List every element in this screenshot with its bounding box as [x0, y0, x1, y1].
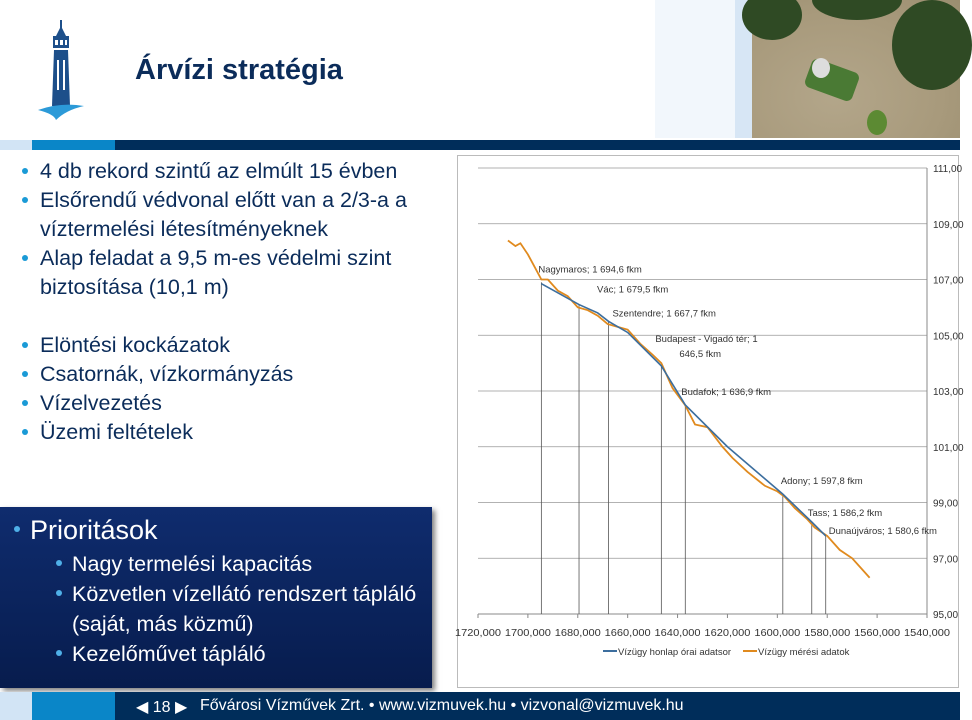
- page-nav: [136, 697, 187, 717]
- prev-icon[interactable]: ◀: [136, 699, 153, 716]
- y-tick-label: 105,00: [933, 331, 964, 343]
- chart-svg: [455, 156, 964, 687]
- y-tick-label: 95,00: [933, 610, 959, 621]
- x-tick-label: 1580,000: [804, 628, 851, 639]
- footer-text: Fővárosi Vízművek Zrt. • www.vizmuvek.hu • vizvonal@vizmuvek.hu: [200, 697, 684, 714]
- water-tower-logo-icon: [36, 20, 86, 120]
- y-tick-label: 103,00: [933, 387, 964, 398]
- station-label: Dunaújváros; 1 580,6 fkm: [828, 525, 937, 537]
- station-label: Nagymaros; 1 694,6 fkm: [538, 264, 642, 276]
- station-label: 646,5 fkm: [679, 348, 722, 360]
- chart: [455, 155, 964, 688]
- priority-item: Nagy termelési kapacitás: [56, 549, 432, 579]
- header-decoration: [655, 0, 755, 138]
- priority-item: Kezelőművet tápláló: [56, 639, 432, 669]
- legend-label: Vízügy honlap órai adatsor: [618, 647, 732, 658]
- x-tick-label: 1600,000: [754, 628, 801, 639]
- bullet-item: Alap feladat a 9,5 m-es védelmi szint biztosítása (10,1 m): [22, 244, 462, 302]
- x-tick-label: 1720,000: [455, 628, 502, 639]
- x-tick-label: 1620,000: [704, 628, 751, 639]
- header-bar: [0, 140, 960, 150]
- next-icon[interactable]: ▶: [170, 699, 188, 716]
- x-tick-label: 1700,000: [504, 628, 552, 639]
- station-label: Budafok; 1 636,9 fkm: [681, 386, 772, 398]
- flood-photo: [752, 0, 960, 138]
- bullet-list: [22, 157, 462, 447]
- page-number: 18: [152, 699, 171, 716]
- station-label: Szentendre; 1 667,7 fkm: [612, 308, 716, 320]
- priorities-box: [0, 507, 432, 688]
- priority-item: Közvetlen vízellátó rendszert tápláló (saját, más közmű): [56, 579, 432, 639]
- station-label: Vác; 1 679,5 fkm: [597, 284, 669, 296]
- y-tick-label: 107,00: [933, 275, 964, 287]
- station-label: Adony; 1 597,8 fkm: [780, 476, 863, 488]
- y-tick-label: 109,00: [933, 219, 964, 231]
- bullet-item: Vízelvezetés: [22, 389, 462, 418]
- bullet-item: Csatornák, vízkormányzás: [22, 360, 462, 389]
- bullet-item: Elsőrendű védvonal előtt van a 2/3-a a víztermelési létesítményeknek: [22, 186, 462, 244]
- bullet-item: Elöntési kockázatok: [22, 331, 462, 360]
- station-label: Budapest - Vigadó tér; 1: [655, 333, 758, 345]
- y-tick-label: 99,00: [933, 498, 959, 510]
- bullet-item: 4 db rekord szintű az elmúlt 15 évben: [22, 157, 462, 186]
- y-tick-label: 101,00: [933, 442, 964, 454]
- station-label: Tass; 1 586,2 fkm: [807, 507, 883, 519]
- priorities-heading: Prioritások: [14, 513, 432, 547]
- x-tick-label: 1640,000: [654, 628, 702, 639]
- x-tick-label: 1540,000: [904, 628, 951, 639]
- page-title: Árvízi stratégia: [135, 54, 343, 86]
- logo: [36, 20, 86, 120]
- footer: [0, 692, 960, 720]
- y-tick-label: 111,00: [933, 164, 963, 175]
- x-tick-label: 1560,000: [854, 628, 901, 639]
- x-tick-label: 1660,000: [604, 628, 652, 639]
- y-tick-label: 97,00: [933, 554, 959, 566]
- bullet-item: Üzemi feltételek: [22, 418, 462, 447]
- legend-label: Vízügy mérési adatok: [758, 647, 850, 658]
- x-tick-label: 1680,000: [554, 628, 602, 639]
